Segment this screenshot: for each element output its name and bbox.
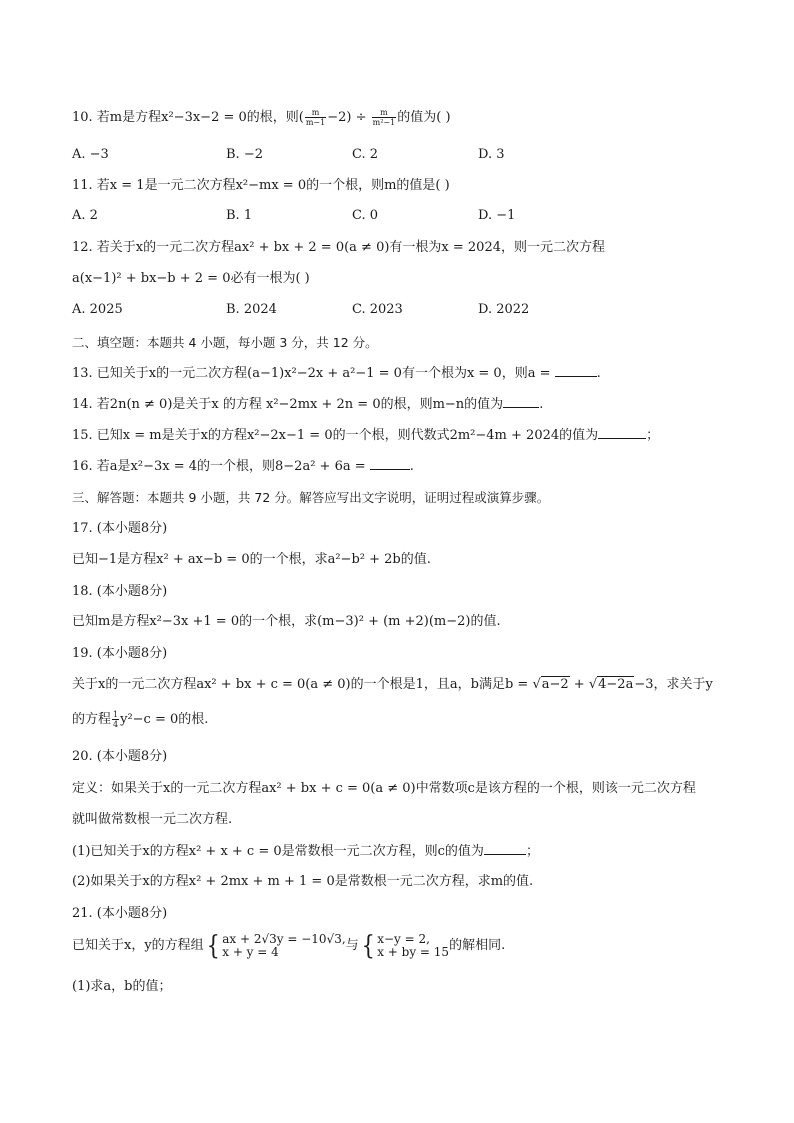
q11-option-a: A. 2 xyxy=(72,208,98,223)
question-14: 14. 若2n(n ≠ 0)是关于x 的方程 x²−2mx + 2n = 0的根，则m−n的值为 . xyxy=(72,397,544,412)
question-18-body: 已知m是方程x²−3x +1 = 0的一个根，求(m−3)² + (m +2)(m−2)的值. xyxy=(72,614,501,629)
q10-text: 10. 若m是方程x²−3x−2 = 0的根，则( xyxy=(72,110,304,125)
question-21-body: 已知关于x，y的方程组 { ax + 2√3y = −10√3, x + y = 4 与 { x−y = 2, x + by = 15 的解相同. xyxy=(72,930,506,961)
q12-option-c: C. 2023 xyxy=(352,302,403,317)
question-10: 10. 若m是方程x²−3x−2 = 0的根，则( $\frac{m}{m-1}$ −2) ÷ $\frac{m}{\text{m²−1}}$ 的值为( ) xyxy=(72,108,451,127)
q11-option-d: D. −1 xyxy=(478,208,516,223)
left-brace: { xyxy=(361,930,375,961)
question-19-heading: 19. (本小题8分) xyxy=(72,646,168,661)
q10-fraction-1: $\frac{m}{m-1}$ xyxy=(305,108,326,127)
q10-fraction-2: $\frac{m}{\text{m²−1}}$ xyxy=(372,108,396,127)
q10-option-b: B. −2 xyxy=(226,147,263,162)
question-12-line-2: a(x−1)² + bx−b + 2 = 0必有一根为( ) xyxy=(72,271,310,286)
question-17-body: 已知−1是方程x² + ax−b = 0的一个根，求a²−b² + 2b的值. xyxy=(72,552,431,567)
question-19-line-2: 的方程 $\frac{1}{4}$ y²−c = 0的根. xyxy=(72,710,209,729)
section-2-heading: 二、填空题：本题共 4 小题，每小题 3 分，共 12 分。 xyxy=(72,335,378,350)
answer-blank xyxy=(555,364,597,377)
q12-option-d: D. 2022 xyxy=(478,302,530,317)
answer-blank xyxy=(598,426,646,439)
q12-option-a: A. 2025 xyxy=(72,302,123,317)
equation-system-1: ax + 2√3y = −10√3, x + y = 4 xyxy=(222,931,346,959)
question-11: 11. 若x = 1是一元二次方程x²−mx = 0的一个根，则m的值是( ) xyxy=(72,178,450,193)
q10-option-a: A. −3 xyxy=(72,147,109,162)
question-12-line-1: 12. 若关于x的一元二次方程ax² + bx + 2 = 0(a ≠ 0)有一根为x = 2024，则一元二次方程 xyxy=(72,240,605,255)
q10-option-d: D. 3 xyxy=(478,147,505,162)
sqrt-1: a−2 xyxy=(541,677,569,692)
answer-blank xyxy=(484,842,526,855)
question-18-heading: 18. (本小题8分) xyxy=(72,584,168,599)
question-16: 16. 若a是x²−3x = 4的一个根，则8−2a² + 6a = . xyxy=(72,459,414,474)
question-20-definition-1: 定义：如果关于x的一元二次方程ax² + bx + c = 0(a ≠ 0)中常数项c是该方程的一个根，则该一元二次方程 xyxy=(72,781,696,796)
q11-option-b: B. 1 xyxy=(226,208,253,223)
answer-blank xyxy=(370,457,410,470)
question-20-part-2: (2)如果关于x的方程x² + 2mx + m + 1 = 0是常数根一元二次方程，求m的值. xyxy=(72,874,534,889)
equation-system-2: x−y = 2, x + by = 15 xyxy=(377,931,450,959)
q19-fraction: $\frac{1}{4}$ xyxy=(113,710,119,729)
question-13: 13. 已知关于x的一元二次方程(a−1)x²−2x + a²−1 = 0有一个根为x = 0，则a = . xyxy=(72,366,601,381)
question-20-definition-2: 就叫做常数根一元二次方程. xyxy=(72,812,233,827)
q10-option-c: C. 2 xyxy=(352,147,379,162)
answer-blank xyxy=(503,395,539,408)
question-15: 15. 已知x = m是关于x的方程x²−2x−1 = 0的一个根，则代数式2m²−4m + 2024的值为 ； xyxy=(72,428,660,443)
q12-option-b: B. 2024 xyxy=(226,302,277,317)
question-20-heading: 20. (本小题8分) xyxy=(72,749,168,764)
question-19-line-1: 关于x的一元二次方程ax² + bx + c = 0(a ≠ 0)的一个根是1，且a，b满足b = √a−2 + √4−2a−3，求关于y xyxy=(72,677,713,692)
section-3-heading: 三、解答题：本题共 9 小题，共 72 分。解答应写出文字说明，证明过程或演算步骤。 xyxy=(72,490,550,505)
question-20-part-1: (1)已知关于x的方程x² + x + c = 0是常数根一元二次方程，则c的值为 ； xyxy=(72,844,539,859)
sqrt-2: 4−2a xyxy=(598,677,634,692)
left-brace: { xyxy=(206,930,220,961)
q11-option-c: C. 0 xyxy=(352,208,379,223)
question-21-heading: 21. (本小题8分) xyxy=(72,906,168,921)
question-17-heading: 17. (本小题8分) xyxy=(72,521,168,536)
question-21-part-1: (1)求a，b的值； xyxy=(72,979,172,994)
